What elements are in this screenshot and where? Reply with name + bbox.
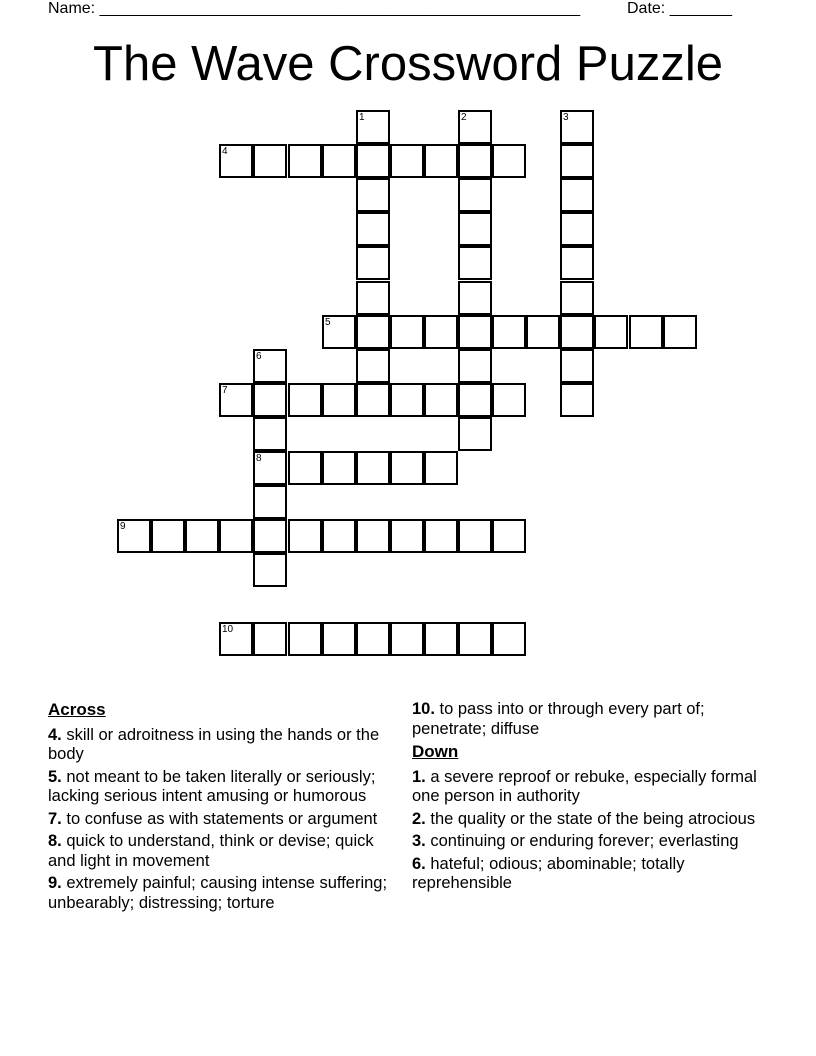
grid-cell[interactable] [253, 144, 287, 178]
grid-cell[interactable] [390, 383, 424, 417]
cell-number: 10 [222, 624, 234, 635]
clue-number: 10. [412, 700, 435, 718]
grid-cell[interactable] [492, 383, 526, 417]
grid-cell[interactable] [288, 519, 322, 553]
grid-cell[interactable] [458, 519, 492, 553]
clue-number: 8. [48, 832, 62, 850]
clue-number: 9. [48, 874, 62, 892]
grid-cell[interactable] [560, 281, 594, 315]
clue-number: 1. [412, 767, 426, 786]
grid-cell[interactable] [219, 383, 253, 417]
clue-across-4 [48, 726, 403, 765]
grid-cell[interactable] [288, 383, 322, 417]
grid-cell[interactable] [424, 144, 458, 178]
grid-cell[interactable] [560, 144, 594, 178]
grid-cell[interactable] [356, 519, 390, 553]
grid-cell[interactable] [322, 451, 356, 485]
cell-number: 8 [256, 453, 262, 464]
grid-cell[interactable] [458, 622, 492, 656]
grid-cell[interactable] [356, 246, 390, 280]
clue-text: extremely painful; causing intense suffering; unbearably; distressing; torture [48, 874, 388, 912]
grid-cell[interactable] [458, 144, 492, 178]
clue-text: skill or adroitness in using the hands or the body [48, 725, 380, 763]
grid-cell[interactable] [492, 315, 526, 349]
grid-cell[interactable] [219, 144, 253, 178]
grid-cell[interactable] [560, 315, 594, 349]
name-field-label: Name: ______________________________________________________ [48, 0, 581, 17]
grid-cell[interactable] [356, 383, 390, 417]
grid-cell[interactable] [390, 451, 424, 485]
grid-cell[interactable] [151, 519, 185, 553]
grid-cell[interactable] [560, 110, 594, 144]
grid-cell[interactable] [253, 553, 287, 587]
cell-number: 5 [325, 317, 331, 328]
grid-cell[interactable] [322, 519, 356, 553]
grid-cell[interactable] [253, 349, 287, 383]
clue-text: hateful; odious; abominable; totally reprehensible [412, 854, 685, 892]
grid-cell[interactable] [185, 519, 219, 553]
cell-number: 3 [563, 112, 569, 123]
grid-cell[interactable] [356, 349, 390, 383]
clue-number: 2. [412, 809, 426, 828]
grid-cell[interactable] [458, 246, 492, 280]
clue-number: 7. [48, 809, 62, 828]
grid-cell[interactable] [356, 622, 390, 656]
clue-number: 5. [48, 767, 62, 786]
cell-number: 7 [222, 385, 228, 396]
grid-cell[interactable] [560, 178, 594, 212]
grid-cell[interactable] [219, 519, 253, 553]
clue-down-3 [412, 832, 772, 852]
grid-cell[interactable] [322, 315, 356, 349]
grid-cell[interactable] [253, 485, 287, 519]
grid-cell[interactable] [253, 417, 287, 451]
clue-down-1 [412, 768, 772, 807]
grid-cell[interactable] [288, 622, 322, 656]
cell-number: 4 [222, 146, 228, 157]
grid-cell[interactable] [492, 622, 526, 656]
clues-right-column [412, 700, 772, 897]
clue-across-9 [48, 874, 403, 913]
clue-across-7 [48, 810, 403, 830]
grid-cell[interactable] [424, 315, 458, 349]
cell-number: 1 [359, 112, 365, 123]
grid-cell[interactable] [492, 519, 526, 553]
grid-cell[interactable] [356, 178, 390, 212]
grid-cell[interactable] [663, 315, 697, 349]
clue-text: not meant to be taken literally or seriously; lacking serious intent amusing or humorous [48, 767, 376, 805]
grid-cell[interactable] [424, 519, 458, 553]
grid-cell[interactable] [526, 315, 560, 349]
grid-cell[interactable] [117, 519, 151, 553]
grid-cell[interactable] [458, 110, 492, 144]
grid-cell[interactable] [458, 315, 492, 349]
grid-cell[interactable] [458, 212, 492, 246]
grid-cell[interactable] [424, 622, 458, 656]
clue-text: quick to understand, think or devise; quick and light in movement [48, 832, 374, 870]
grid-cell[interactable] [458, 417, 492, 451]
grid-cell[interactable] [356, 315, 390, 349]
grid-cell[interactable] [458, 178, 492, 212]
date-field-label: Date: _______ [627, 0, 732, 17]
page-title: The Wave Crossword Puzzle [93, 37, 723, 91]
grid-cell[interactable] [458, 281, 492, 315]
grid-cell[interactable] [356, 451, 390, 485]
clue-text: a severe reproof or rebuke, especially formal one person in authority [412, 767, 757, 805]
grid-cell[interactable] [253, 383, 287, 417]
grid-cell[interactable] [458, 349, 492, 383]
grid-cell[interactable] [356, 281, 390, 315]
grid-cell[interactable] [560, 212, 594, 246]
clue-number: 3. [412, 832, 426, 850]
grid-cell[interactable] [322, 144, 356, 178]
grid-cell[interactable] [424, 383, 458, 417]
clue-text: to confuse as with statements or argument [66, 809, 378, 828]
grid-cell[interactable] [356, 110, 390, 144]
cell-number: 9 [120, 521, 126, 532]
grid-cell[interactable] [253, 451, 287, 485]
clues-left-column [48, 700, 403, 916]
grid-cell[interactable] [560, 349, 594, 383]
grid-cell[interactable] [560, 383, 594, 417]
clue-across-8 [48, 832, 403, 871]
grid-cell[interactable] [356, 212, 390, 246]
clue-text: to pass into or through every part of; penetrate; diffuse [412, 700, 705, 738]
grid-cell[interactable] [424, 451, 458, 485]
grid-cell[interactable] [356, 144, 390, 178]
across-heading: Across [48, 700, 106, 719]
down-heading: Down [412, 742, 459, 761]
grid-cell[interactable] [458, 383, 492, 417]
grid-cell[interactable] [594, 315, 628, 349]
grid-cell[interactable] [492, 144, 526, 178]
grid-cell[interactable] [288, 451, 322, 485]
grid-cell[interactable] [390, 622, 424, 656]
grid-cell[interactable] [629, 315, 663, 349]
cell-number: 2 [461, 112, 467, 123]
grid-cell[interactable] [253, 519, 287, 553]
grid-cell[interactable] [390, 519, 424, 553]
clue-number: 6. [412, 854, 426, 873]
grid-cell[interactable] [322, 622, 356, 656]
clue-number: 4. [48, 725, 62, 744]
clue-across-5 [48, 768, 403, 807]
grid-cell[interactable] [219, 622, 253, 656]
grid-cell[interactable] [288, 144, 322, 178]
clue-down-2 [412, 810, 772, 830]
clue-text: continuing or enduring forever; everlasting [430, 832, 739, 850]
grid-cell[interactable] [560, 246, 594, 280]
grid-cell[interactable] [390, 315, 424, 349]
clue-text: the quality or the state of the being atrocious [430, 809, 756, 828]
cell-number: 6 [256, 351, 262, 362]
clue-down-6 [412, 855, 772, 894]
grid-cell[interactable] [253, 622, 287, 656]
grid-cell[interactable] [322, 383, 356, 417]
clue-across-10 [412, 700, 772, 739]
grid-cell[interactable] [390, 144, 424, 178]
